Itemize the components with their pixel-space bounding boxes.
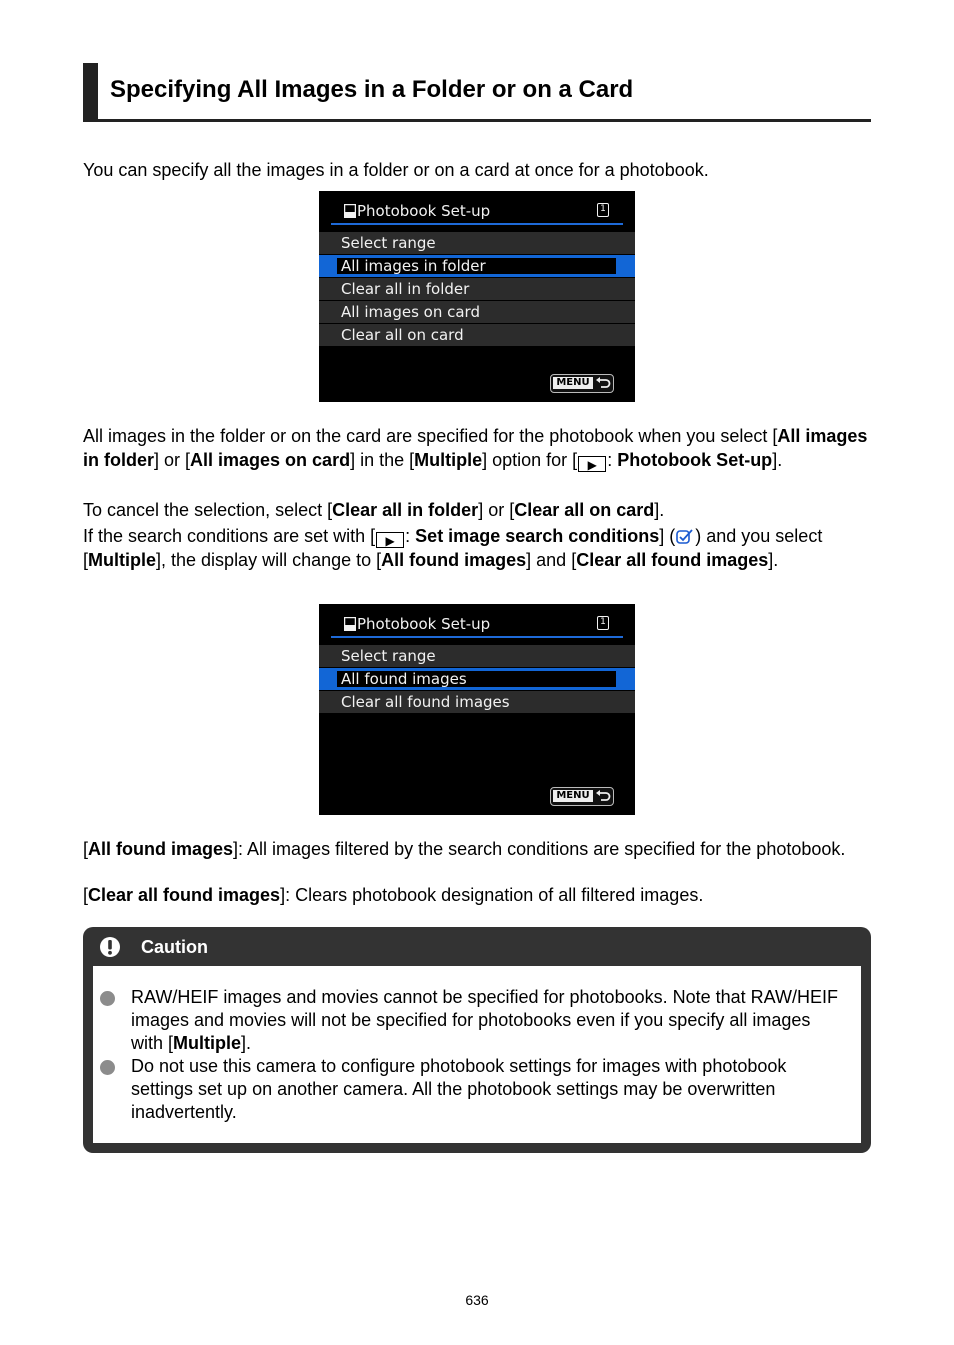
- caution-item-raw-heif: RAW/HEIF images and movies cannot be specified for photobooks. Note that RAW/HEIF images and movies will not be specified for photobooks even if you specify all images with [Multiple].: [131, 987, 838, 1053]
- caution-icon: [99, 936, 121, 958]
- caution-item-other-camera: Do not use this camera to configure photobook settings for images with photobook settings set up on another camera. All the photobook settings may be overwritten inadvertently.: [131, 1056, 787, 1122]
- caution-box: [83, 927, 871, 1153]
- paragraph-cancel: To cancel the selection, select [Clear all in folder] or [Clear all on card].: [83, 500, 665, 520]
- paragraph-clear-found: [Clear all found images]: Clears photobook designation of all filtered images.: [83, 885, 704, 905]
- screen-header: [331, 201, 623, 225]
- menu-return-button[interactable]: MENU: [550, 787, 614, 806]
- menu-item-clear-all-in-folder[interactable]: Clear all in folder: [319, 278, 635, 300]
- photobook-icon: [344, 204, 356, 218]
- menu-item-all-images-on-card[interactable]: All images on card: [319, 301, 635, 323]
- return-icon: [595, 789, 611, 803]
- return-icon: [595, 376, 611, 390]
- intro-paragraph: You can specify all the images in a folder or on a card at once for a photobook.: [83, 160, 709, 180]
- tab-number-icon: 1: [597, 616, 609, 630]
- paragraph-all-found: [All found images]: All images filtered by the search conditions are specified for the photobook.: [83, 839, 846, 859]
- menu-return-button[interactable]: MENU: [550, 374, 614, 393]
- menu-item-select-range[interactable]: Select range: [319, 645, 635, 667]
- caution-header: [83, 927, 871, 966]
- playback-tab-icon: ▶: [578, 456, 606, 472]
- menu-item-clear-all-on-card[interactable]: Clear all on card: [319, 324, 635, 346]
- screen-header: [331, 614, 623, 638]
- page-title: Specifying All Images in a Folder or on a Card: [110, 76, 634, 103]
- image-search-icon: [676, 528, 694, 546]
- menu-list: [319, 232, 635, 347]
- playback-tab-icon: ▶: [376, 532, 404, 548]
- camera-screen-found-images: [319, 604, 635, 815]
- page-number: 636: [465, 1292, 489, 1308]
- paragraph-all-images: All images in the folder or on the card are specified for the photobook when you select [All images in folder] or [All images on card] in the [Multiple] option for [ ▶ : Photobook Set-up].: [83, 426, 868, 472]
- screen-title: Photobook Set-up: [357, 202, 491, 220]
- tab-number-icon: 1: [597, 203, 609, 217]
- menu-item-select-range[interactable]: Select range: [319, 232, 635, 254]
- menu-list: [319, 645, 635, 714]
- bullet-icon: [100, 1060, 115, 1075]
- heading-bar: [83, 63, 98, 119]
- camera-screen-folder-card: [319, 191, 635, 402]
- paragraph-search-conditions: If the search conditions are set with [ ▶ : Set image search conditions] ( ) and you select [Multiple], the display will change to [All found images] and [Clear all found images].: [83, 526, 823, 570]
- screen-title: Photobook Set-up: [357, 615, 491, 633]
- photobook-icon: [344, 617, 356, 631]
- caution-title: Caution: [141, 937, 208, 957]
- caution-body: [93, 966, 861, 1143]
- menu-item-clear-all-found-images[interactable]: Clear all found images: [319, 691, 635, 713]
- menu-item-all-found-images[interactable]: All found images: [319, 668, 635, 690]
- section-heading: [83, 63, 871, 122]
- bullet-icon: [100, 991, 115, 1006]
- menu-item-all-images-in-folder[interactable]: All images in folder: [319, 255, 635, 277]
